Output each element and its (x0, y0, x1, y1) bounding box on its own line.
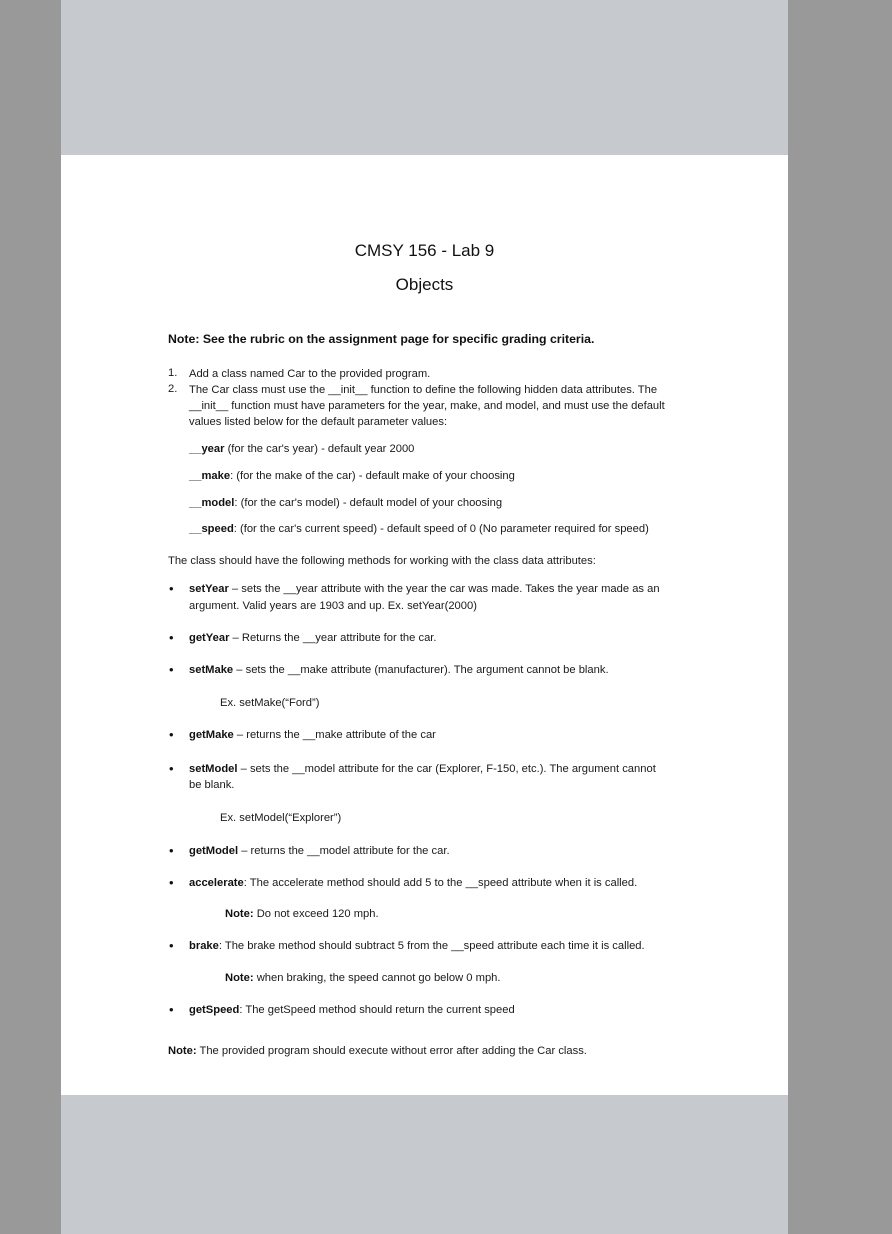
method-desc-cont: argument. Valid years are 1903 and up. Ex. setYear(2000) (189, 600, 477, 612)
attribute-year (189, 441, 414, 457)
rubric-note: Note: See the rubric on the assignment page for specific grading criteria. (168, 332, 595, 346)
method-desc: : The getSpeed method should return the current speed (239, 1004, 515, 1016)
method-desc: – sets the __model attribute for the car (Explorer, F-150, etc.). The argument cannot (237, 763, 656, 775)
method-name: getMake (189, 729, 234, 741)
method-accelerate (189, 875, 637, 891)
method-desc: – Returns the __year attribute for the car. (229, 632, 437, 644)
method-note (225, 970, 501, 986)
bullet: • (169, 630, 174, 645)
note-label: Note: (225, 908, 254, 920)
attribute-make (189, 468, 515, 484)
method-name: setYear (189, 583, 229, 595)
method-name: getModel (189, 845, 239, 857)
method-note (225, 906, 379, 922)
methods-intro: The class should have the following methods for working with the class data attributes: (168, 555, 596, 567)
document-title: CMSY 156 - Lab 9 (354, 241, 495, 260)
attribute-name: __year (189, 443, 225, 455)
note-text: The provided program should execute without error after adding the Car class. (196, 1045, 587, 1057)
attribute-name: __make (189, 470, 231, 482)
attribute-speed (189, 521, 649, 537)
method-getmodel (189, 843, 450, 859)
method-desc: : The accelerate method should add 5 to the __speed attribute when it is called. (243, 877, 638, 889)
bullet: • (169, 727, 174, 742)
attribute-model (189, 495, 502, 511)
attribute-desc: : (for the car's model) - default model of your choosing (234, 497, 503, 509)
bullet: • (169, 761, 174, 776)
method-getyear (189, 630, 437, 646)
method-name: getYear (189, 632, 230, 644)
method-desc-cont: be blank. (189, 779, 235, 791)
method-setmake (189, 662, 609, 678)
method-name: brake (189, 940, 219, 952)
method-desc: – returns the __model attribute for the car. (238, 845, 450, 857)
method-name: accelerate (189, 877, 244, 889)
method-name: getSpeed (189, 1004, 240, 1016)
method-brake (189, 938, 645, 954)
attribute-desc: : (for the car's current speed) - default speed of 0 (No parameter required for speed) (233, 523, 649, 535)
method-desc: – returns the __make attribute of the car (233, 729, 436, 741)
bullet: • (169, 1002, 174, 1017)
method-getspeed (189, 1002, 515, 1018)
method-desc: – sets the __make attribute (manufacturer). The argument cannot be blank. (233, 664, 609, 676)
step-number: 1. (168, 367, 178, 379)
bullet: • (169, 581, 174, 596)
method-name: setMake (189, 664, 234, 676)
method-setyear (189, 581, 660, 597)
note-label: Note: (225, 972, 254, 984)
note-text: when braking, the speed cannot go below 0 mph. (253, 972, 501, 984)
step-number: 2. (168, 383, 178, 395)
method-desc: – sets the __year attribute with the year the car was made. Takes the year made as an (228, 583, 660, 595)
step-text: Add a class named Car to the provided program. (189, 368, 431, 380)
final-note (168, 1043, 587, 1059)
bullet: • (169, 875, 174, 890)
bullet: • (169, 843, 174, 858)
method-getmake (189, 727, 436, 743)
step-text-line: values listed below for the default parameter values: (189, 416, 448, 428)
method-example: Ex. setMake(“Ford”) (220, 697, 320, 709)
attribute-desc: : (for the make of the car) - default make of your choosing (230, 470, 515, 482)
step-text-line: __init__ function must have parameters for the year, make, and model, and must use the default (189, 400, 665, 412)
method-example: Ex. setModel(“Explorer”) (220, 812, 342, 824)
document-subtitle: Objects (395, 275, 454, 294)
note-label: Note: (168, 1045, 197, 1057)
method-desc: : The brake method should subtract 5 from the __speed attribute each time it is called. (218, 940, 645, 952)
step-text-line: The Car class must use the __init__ function to define the following hidden data attributes. The (189, 384, 658, 396)
bullet: • (169, 938, 174, 953)
note-text: Do not exceed 120 mph. (253, 908, 379, 920)
attribute-name: __model (189, 497, 235, 509)
attribute-name: __speed (189, 523, 234, 535)
method-name: setModel (189, 763, 238, 775)
attribute-desc: (for the car's year) - default year 2000 (224, 443, 415, 455)
bullet: • (169, 662, 174, 677)
document-page (61, 155, 788, 1095)
method-setmodel (189, 761, 656, 777)
